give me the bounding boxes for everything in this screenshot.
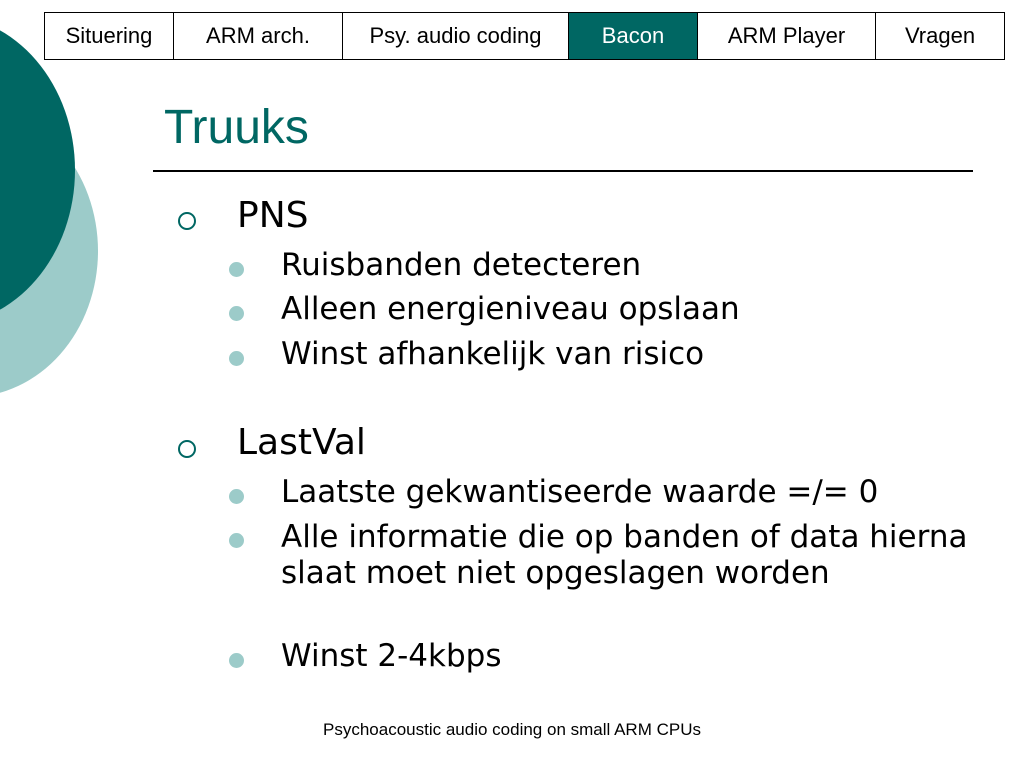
list-item: Alle informatie die op banden of data hierna slaat moet niet opgeslagen worden	[281, 519, 968, 591]
tab-arm-arch[interactable]: ARM arch.	[174, 13, 343, 59]
list-item: Winst afhankelijk van risico	[281, 336, 705, 372]
tab-vragen[interactable]: Vragen	[904, 23, 976, 48]
tab-arm-player[interactable]: ARM Player	[698, 13, 876, 59]
dot-bullet-icon	[229, 653, 244, 668]
tab-psy-audio-coding[interactable]: Psy. audio coding	[343, 13, 569, 59]
dot-bullet-icon	[229, 262, 244, 277]
slide-footer: Psychoacoustic audio coding on small ARM CPUs	[323, 720, 701, 739]
hollow-circle-bullet-icon	[178, 212, 196, 230]
section-heading-lastval: LastVal	[237, 422, 366, 463]
list-item: Alleen energieniveau opslaan	[281, 291, 740, 327]
section-heading-pns: PNS	[237, 195, 309, 236]
dot-bullet-icon	[229, 489, 244, 504]
dot-bullet-icon	[229, 306, 244, 321]
list-item: Ruisbanden detecteren	[281, 247, 642, 283]
list-item: Laatste gekwantiseerde waarde =/= 0	[281, 474, 879, 510]
dot-bullet-icon	[229, 351, 244, 366]
list-item: Winst 2-4kbps	[281, 638, 502, 674]
hollow-circle-bullet-icon	[178, 440, 196, 458]
tab-situering[interactable]: Situering	[45, 13, 174, 59]
slide-title: Truuks	[164, 101, 309, 154]
dot-bullet-icon	[229, 533, 244, 548]
tab-bacon[interactable]: Bacon	[569, 13, 698, 59]
